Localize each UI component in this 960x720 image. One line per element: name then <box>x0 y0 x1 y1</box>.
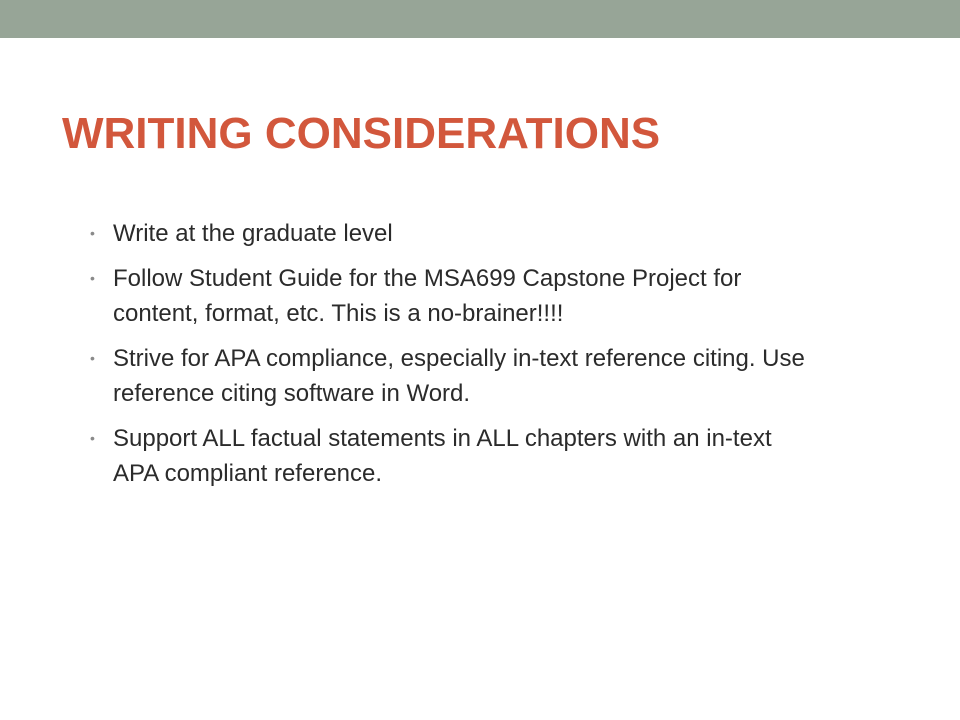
slide-title: WRITING CONSIDERATIONS <box>62 109 661 158</box>
bullet-text: Support ALL factual statements in ALL chapters with an in-text APA compliant reference. <box>113 425 772 487</box>
bullet-icon: • <box>90 270 95 286</box>
bullet-icon: • <box>90 225 95 241</box>
bullet-text: Write at the graduate level <box>113 220 393 247</box>
bullet-item <box>90 216 820 251</box>
top-accent-bar <box>0 0 960 38</box>
bullet-item <box>90 341 820 411</box>
bullet-item <box>90 421 820 491</box>
bullet-text: Strive for APA compliance, especially in-text reference citing. Use reference citing software in Word. <box>113 345 805 407</box>
bullet-text: Follow Student Guide for the MSA699 Capstone Project for content, format, etc. This is a no-brainer!!!! <box>113 265 742 327</box>
bullet-list <box>90 216 820 501</box>
bullet-item <box>90 261 820 331</box>
bullet-icon: • <box>90 350 95 366</box>
bullet-icon: • <box>90 430 95 446</box>
